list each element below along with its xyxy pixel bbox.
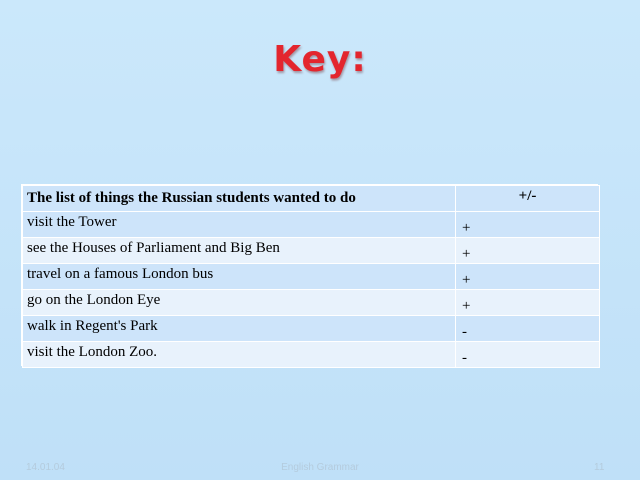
mark-cell: + xyxy=(456,290,600,316)
footer-title: English Grammar xyxy=(281,462,359,473)
activity-cell: walk in Regent's Park xyxy=(23,316,456,342)
table-row xyxy=(23,264,600,290)
table-row xyxy=(23,212,600,238)
activity-cell: go on the London Eye xyxy=(23,290,456,316)
mark-cell: + xyxy=(456,264,600,290)
footer-page-number: 11 xyxy=(594,462,605,473)
activity-cell: see the Houses of Parliament and Big Ben xyxy=(23,238,456,264)
table-row xyxy=(23,290,600,316)
key-table xyxy=(21,184,598,366)
activity-cell: visit the London Zoo. xyxy=(23,342,456,368)
mark-cell: - xyxy=(456,342,600,368)
mark-cell: + xyxy=(456,212,600,238)
table-header-row xyxy=(23,186,600,212)
table-row xyxy=(23,342,600,368)
header-mark: +/- xyxy=(456,186,600,212)
footer-date: 14.01.04 xyxy=(26,462,65,473)
mark-cell: - xyxy=(456,316,600,342)
activity-cell: visit the Tower xyxy=(23,212,456,238)
mark-cell: + xyxy=(456,238,600,264)
header-activity: The list of things the Russian students wanted to do xyxy=(23,186,456,212)
table-row xyxy=(23,316,600,342)
activity-cell: travel on a famous London bus xyxy=(23,264,456,290)
slide-title: Key: xyxy=(273,39,367,80)
table-row xyxy=(23,238,600,264)
key-table-grid xyxy=(22,185,600,368)
